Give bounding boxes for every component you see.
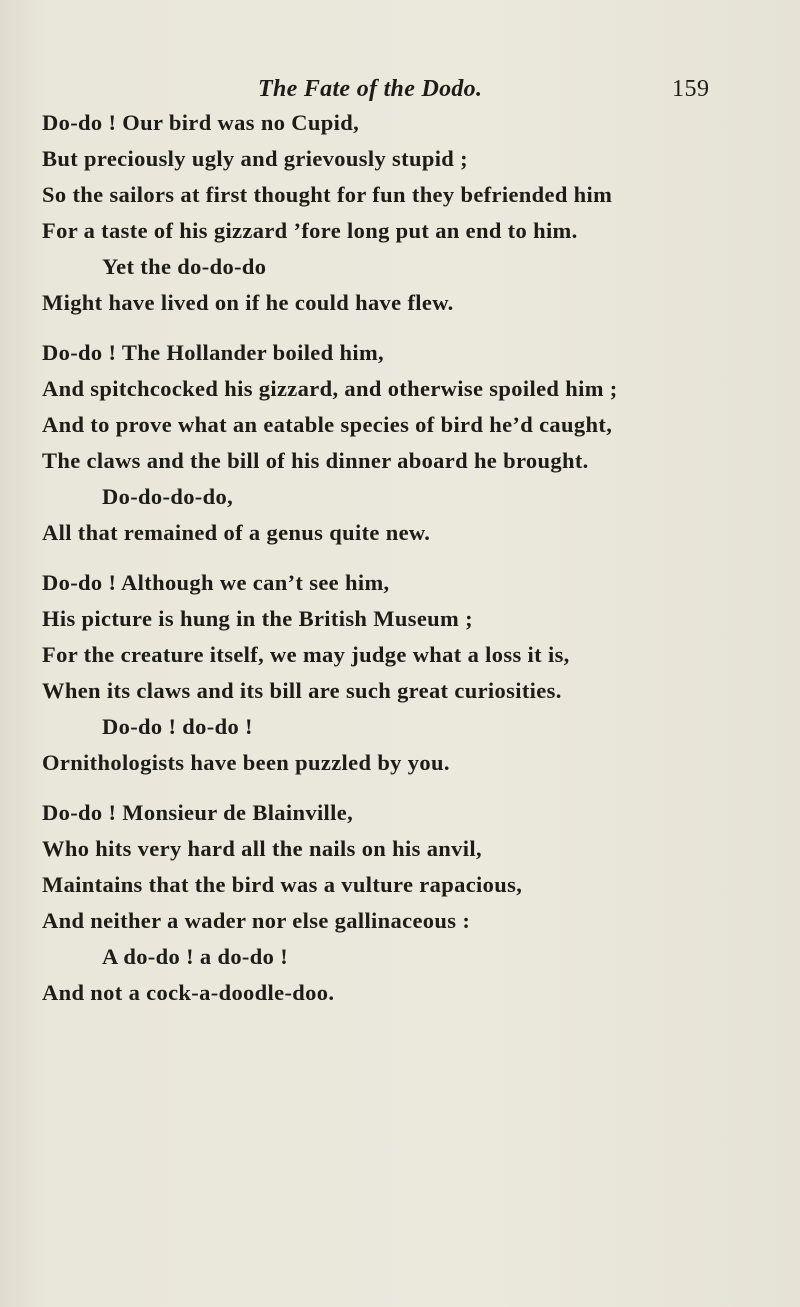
poem-line: Do-do ! The Hollander boiled him,	[42, 340, 385, 365]
poem-line: Do-do ! Monsieur de Blainville,	[42, 800, 354, 825]
page-number: 159	[672, 76, 710, 102]
poem-line: But preciously ugly and grievously stupid ;	[42, 146, 468, 171]
poem-line: And not a cock-a-doodle-doo.	[42, 980, 335, 1005]
refrain-line: Yet the do-do-do	[102, 254, 267, 279]
running-head: The Fate of the Dodo.	[258, 76, 483, 102]
poem-line: When its claws and its bill are such great curiosities.	[42, 678, 562, 703]
poem-line: Ornithologists have been puzzled by you.	[42, 750, 450, 775]
poem-line: So the sailors at first thought for fun they befriended him	[42, 182, 613, 207]
page-header	[0, 76, 800, 110]
poem-line: And to prove what an eatable species of bird he’d caught,	[42, 412, 613, 437]
poem-line: His picture is hung in the British Museum ;	[42, 606, 473, 631]
refrain-line: Do-do ! do-do !	[102, 714, 253, 739]
poem-line: Maintains that the bird was a vulture rapacious,	[42, 872, 523, 897]
poem-line: The claws and the bill of his dinner aboard he brought.	[42, 448, 589, 473]
poem-line: Might have lived on if he could have flew.	[42, 290, 454, 315]
poem-line: For the creature itself, we may judge what a loss it is,	[42, 642, 570, 667]
poem-line: For a taste of his gizzard ’fore long put an end to him.	[42, 218, 578, 243]
poem-line: All that remained of a genus quite new.	[42, 520, 431, 545]
poem-line: Who hits very hard all the nails on his anvil,	[42, 836, 482, 861]
poem-line: Do-do ! Although we can’t see him,	[42, 570, 390, 595]
refrain-line: Do-do-do-do,	[102, 484, 234, 509]
refrain-line: A do-do ! a do-do !	[102, 944, 289, 969]
poem-line: And neither a wader nor else gallinaceous :	[42, 908, 471, 933]
poem-line: And spitchcocked his gizzard, and otherwise spoiled him ;	[42, 376, 618, 401]
poem-line: Do-do ! Our bird was no Cupid,	[42, 110, 360, 135]
